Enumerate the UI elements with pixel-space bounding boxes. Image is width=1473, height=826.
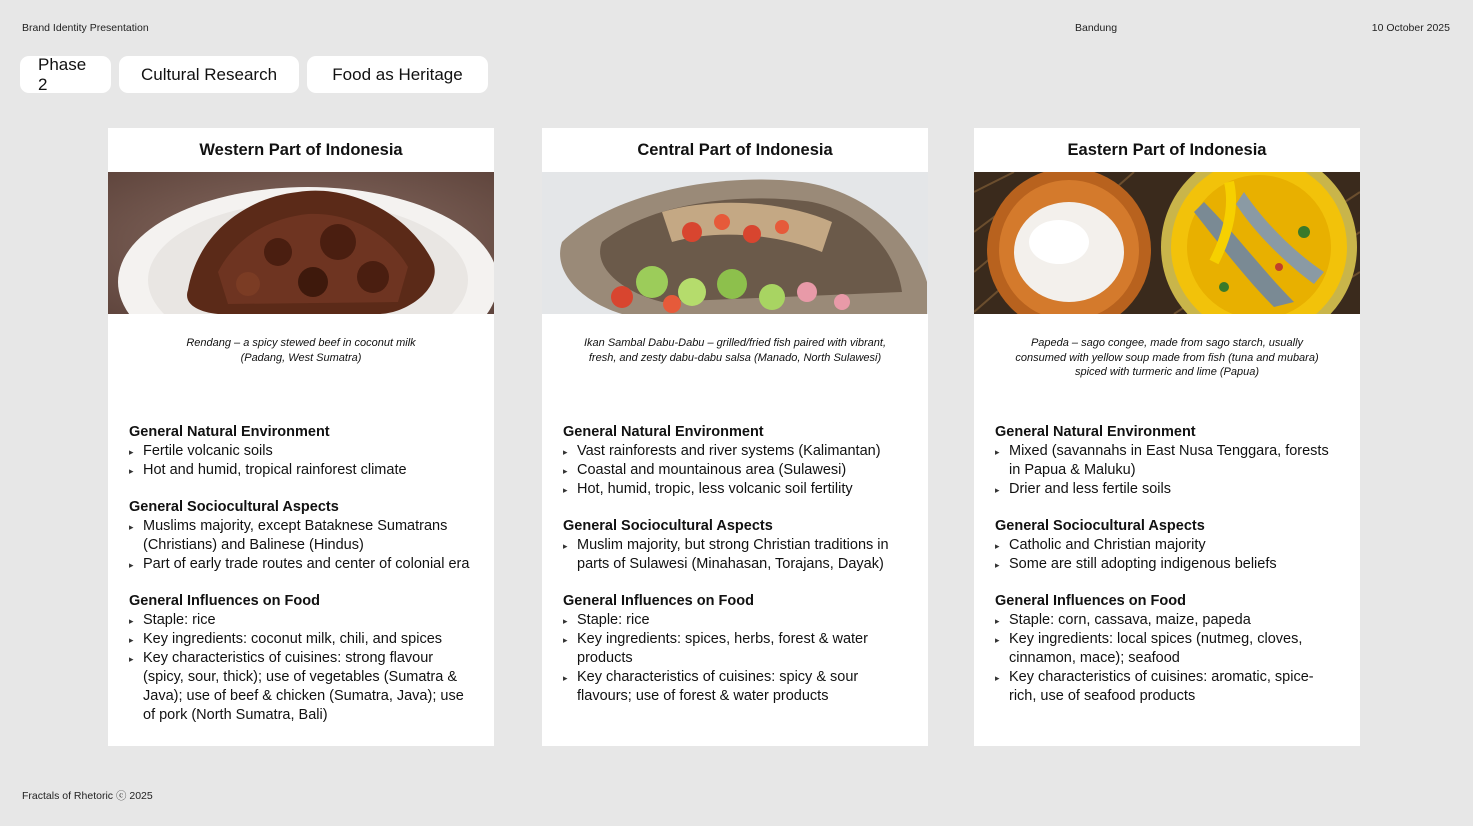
section-sociocultural: General Sociocultural Aspects ▸ Catholic and Christian majority ▸ Some are still adopting indigenous beliefs (995, 517, 1339, 574)
list-item: ▸ Muslim majority, but strong Christian traditions in parts of Sulawesi (Minahasan, Torajans, Dayak) (563, 536, 907, 574)
list-item: ▸ Key characteristics of cuisines: aromatic, spice-rich, use of seafood products (995, 668, 1339, 706)
breadcrumb-pills (20, 56, 488, 93)
card-caption: Rendang – a spicy stewed beef in coconut milk (Padang, West Sumatra) (186, 337, 416, 364)
location-label: Bandung (1075, 22, 1118, 34)
list-item: ▸ Some are still adopting indigenous beliefs (995, 555, 1339, 574)
footer-copyright: Fractals of Rhetoric ⓒ 2025 (22, 790, 153, 802)
list-item: ▸ Coastal and mountainous area (Sulawesi) (563, 461, 907, 480)
presentation-title: Brand Identity Presentation (22, 22, 149, 34)
list-item: ▸ Muslims majority, except Bataknese Sumatrans (Christians) and Balinese (Hindus) (129, 517, 473, 555)
section-sociocultural: General Sociocultural Aspects ▸ Muslim majority, but strong Christian traditions in parts of Sulawesi (Minahasan, Torajans, Dayak) (563, 517, 907, 574)
section-influences-food: General Influences on Food ▸ Staple: rice ▸ Key ingredients: coconut milk, chili, and spices ▸ Key characteristics of cuisines: strong flavour (spicy, sour, thick); use of vegetables (Sumatra & Java); use of beef & chicken (Sumatra, Java); use of pork (North Sumatra, Bali) (129, 592, 473, 725)
list-item: ▸ Key characteristics of cuisines: spicy & sour flavours; use of forest & water products (563, 668, 907, 706)
list-item: ▸ Drier and less fertile soils (995, 480, 1339, 499)
list-item: ▸ Staple: corn, cassava, maize, papeda (995, 611, 1339, 630)
list-item: ▸ Key characteristics of cuisines: strong flavour (spicy, sour, thick); use of vegetables (Sumatra & Java); use of beef & chicken (Sumatra, Java); use of pork (North Sumatra, Bali) (129, 649, 473, 725)
rendang-photo (108, 172, 494, 314)
list-item: ▸ Key ingredients: local spices (nutmeg, cloves, cinnamon, mace); seafood (995, 630, 1339, 668)
list-item: ▸ Vast rainforests and river systems (Kalimantan) (563, 442, 907, 461)
list-item: ▸ Key ingredients: coconut milk, chili, and spices (129, 630, 473, 649)
list-item: ▸ Mixed (savannahs in East Nusa Tenggara, forests in Papua & Maluku) (995, 442, 1339, 480)
ikan-sambal-photo (542, 172, 928, 314)
date-label: 10 October 2025 (1371, 22, 1450, 34)
pill-cultural-research[interactable]: Cultural Research (119, 56, 299, 93)
list-item: ▸ Staple: rice (563, 611, 907, 630)
list-item: ▸ Hot, humid, tropic, less volcanic soil fertility (563, 480, 907, 499)
card-caption: Ikan Sambal Dabu-Dabu – grilled/fried fish paired with vibrant, fresh, and zesty dabu-dabu salsa (Manado, North Sulawesi) (583, 337, 887, 364)
card-title: Western Part of Indonesia (199, 140, 403, 159)
section-natural-environment: General Natural Environment ▸ Mixed (savannahs in East Nusa Tenggara, forests in Papua & Maluku) ▸ Drier and less fertile soils (995, 423, 1339, 499)
papeda-photo (974, 172, 1360, 314)
pill-food-as-heritage[interactable]: Food as Heritage (307, 56, 488, 93)
section-natural-environment: General Natural Environment ▸ Fertile volcanic soils ▸ Hot and humid, tropical rainforest climate (129, 423, 473, 480)
section-sociocultural: General Sociocultural Aspects ▸ Muslims majority, except Bataknese Sumatrans (Christians) and Balinese (Hindus) ▸ Part of early trade routes and center of colonial era (129, 498, 473, 574)
card-title: Central Part of Indonesia (637, 140, 833, 159)
card-western (108, 128, 494, 746)
list-item: ▸ Catholic and Christian majority (995, 536, 1339, 555)
card-eastern (974, 128, 1360, 746)
section-influences-food: General Influences on Food ▸ Staple: rice ▸ Key ingredients: spices, herbs, forest & water products ▸ Key characteristics of cuisines: spicy & sour flavours; use of forest & water products (563, 592, 907, 706)
card-central (542, 128, 928, 746)
section-natural-environment: General Natural Environment ▸ Vast rainforests and river systems (Kalimantan) ▸ Coastal and mountainous area (Sulawesi) ▸ Hot, humid, tropic, less volcanic soil fertility (563, 423, 907, 499)
top-bar (22, 22, 1450, 36)
pill-phase[interactable]: Phase 2 (20, 56, 111, 93)
card-title: Eastern Part of Indonesia (1067, 140, 1267, 159)
list-item: ▸ Fertile volcanic soils (129, 442, 473, 461)
list-item: ▸ Staple: rice (129, 611, 473, 630)
section-influences-food: General Influences on Food ▸ Staple: corn, cassava, maize, papeda ▸ Key ingredients: local spices (nutmeg, cloves, cinnamon, mace); seafood ▸ Key characteristics of cuisines: aromatic, spice-rich, use of seafood products (995, 592, 1339, 706)
list-item: ▸ Hot and humid, tropical rainforest climate (129, 461, 473, 480)
card-caption: Papeda – sago congee, made from sago starch, usually consumed with yellow soup made from fish (tuna and mubara) spiced with turmeric and lime (Papua) (1015, 337, 1319, 378)
list-item: ▸ Key ingredients: spices, herbs, forest & water products (563, 630, 907, 668)
list-item: ▸ Part of early trade routes and center of colonial era (129, 555, 473, 574)
